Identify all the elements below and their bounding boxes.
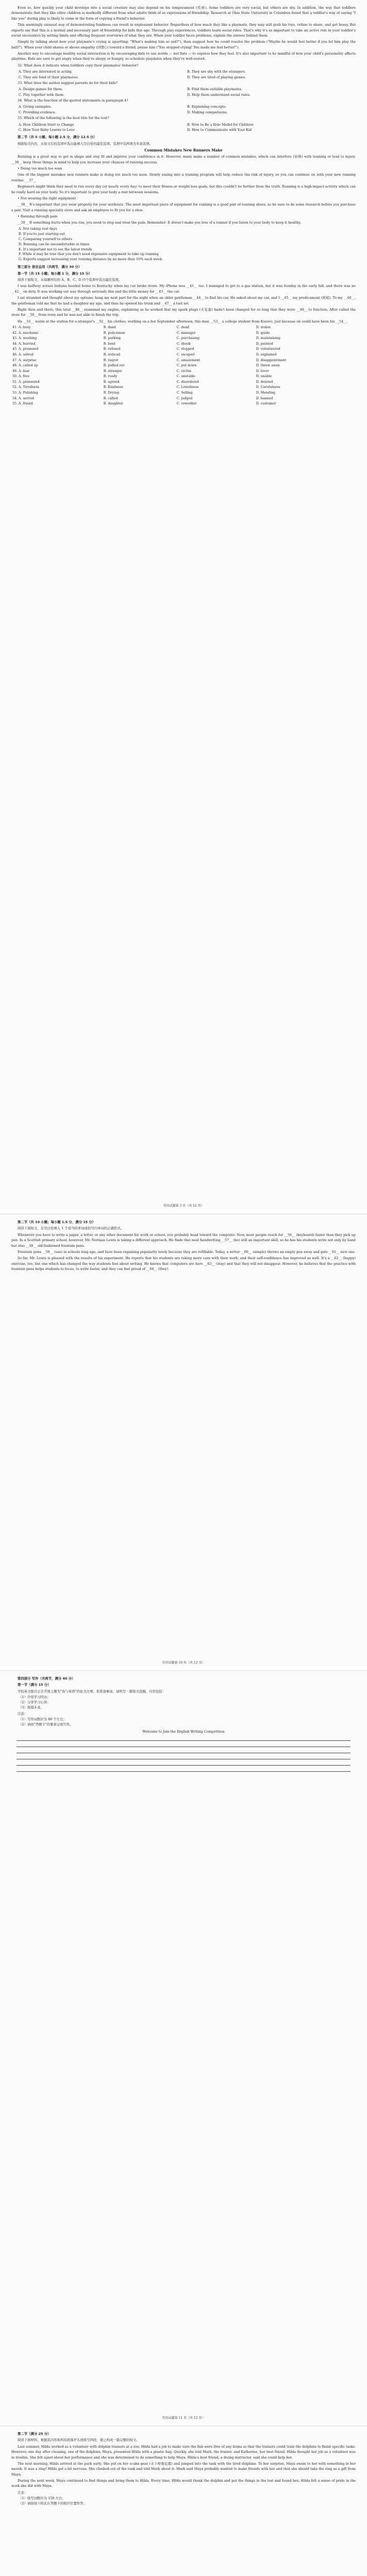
passage-paragraph: __39__ If something hurts when you run, you need to stop and treat the pain. Remember: It doesn't make you less of a runner if you listen to your body to keep it healthy. bbox=[18, 221, 302, 225]
cloze-option[interactable]: C. coworker bbox=[176, 402, 197, 406]
cloze-option[interactable]: B. refused bbox=[103, 347, 121, 351]
option[interactable]: C. Play together with them. bbox=[19, 92, 65, 97]
cloze-option[interactable]: D. disappointment bbox=[256, 358, 287, 362]
cloze-option[interactable]: B. daughter bbox=[103, 402, 123, 406]
writing-prompt: 学校英文报社正在开展主题为"我与英语"的征文比赛。你准备参加，请你写一篇短文投稿，内容包括： bbox=[18, 1689, 166, 1693]
cloze-option-row bbox=[11, 336, 356, 342]
question-stem: 34. What is the function of the quoted statements in paragraph 4? bbox=[18, 98, 128, 103]
cloze-option[interactable]: B. noticed bbox=[103, 352, 121, 357]
cloze-option[interactable]: B. called bbox=[103, 396, 118, 400]
passage-paragraph: Simply by talking about how your playmate's crying is upsetting: "What's making him so sad?"), then suggest how he could resolve the problem ("Maybe he would feel better if you let him play the ball?"). When your child shares or shows empathy (同情心) toward a friend, praise him ("You stopped crying! You made me feel better!"). bbox=[11, 40, 356, 49]
option[interactable]: C. How Your Baby Learns to Love bbox=[19, 127, 75, 132]
passage-paragraph: I was halfway across Indiana headed home to Kentucky when my car broke down. My iPhone was __41__ too. I managed to get to a gas station, but it was Sunday in the early fall, and there was no __42__ on duty. It was working out way through seriously this and the little money for __43__ the car. bbox=[11, 284, 356, 294]
option[interactable]: A. Design games for them. bbox=[19, 87, 63, 92]
option[interactable]: A. They are interested in acting. bbox=[19, 70, 73, 74]
options bbox=[19, 69, 356, 80]
passage-paragraph: Fountain pens __59__ (use) in schools long ago, and have been regaining popularity lately because they are refillable. Today, a writer __60__ (simple) throws an empty pen away and gets __61__ new one. bbox=[18, 1249, 356, 1254]
cloze-option[interactable]: 54. A. served bbox=[12, 396, 34, 400]
section-header: 第二节（满分 25 分） bbox=[18, 2432, 51, 2436]
options bbox=[19, 87, 356, 97]
writing-point: （1）介绍学习经历； bbox=[19, 1695, 51, 1700]
page-footer: 英语试题第 3 页（共 12 页） bbox=[163, 1204, 204, 1208]
cloze-option[interactable]: 44. A. hurried bbox=[12, 342, 36, 346]
cloze-option-row bbox=[11, 352, 356, 358]
cloze-option[interactable]: B. stranger bbox=[103, 369, 122, 373]
cloze-option[interactable]: C. unstable bbox=[176, 375, 195, 379]
choice[interactable]: D. Running can be uncomfortable at times bbox=[19, 242, 90, 246]
passage-paragraph: Even so, how quickly your child develops into a social creature may also depend on his temperament (性格). Some toddlers are very social, but others are shy. In addition, the way that toddlers demonstrate that they like other children is markedly different from what adults think of as expressions of friendship. Research at Ohio State University in Columbus found that a toddler's way of saying "I like you" during play is likely to come in the form of copying a friend's behavior. bbox=[11, 6, 356, 21]
subheading: • Running through pain bbox=[18, 214, 58, 219]
cloze-option-row bbox=[11, 342, 356, 347]
cloze-option[interactable]: B. parking bbox=[103, 336, 121, 341]
cloze-option[interactable]: C. escaped bbox=[176, 352, 195, 357]
option[interactable]: C. Providing evidence. bbox=[19, 110, 56, 114]
option[interactable]: A. Giving examples. bbox=[19, 105, 52, 109]
page-footer: 英语试题第 10 页（共 12 页） bbox=[162, 1661, 205, 1665]
cloze-option[interactable]: D. explained bbox=[256, 352, 277, 357]
exam-page-2 bbox=[0, 1214, 367, 1668]
cloze-option[interactable]: D. volunteered bbox=[256, 347, 280, 351]
cloze-option[interactable]: B. Drying bbox=[103, 391, 120, 395]
subsection-header: 第一节（共 15 小题；每小题 1 分，满分 15 分） bbox=[18, 271, 92, 276]
choice[interactable]: G. Experts suggest increasing your running distance by no more than 10% each week bbox=[19, 257, 162, 262]
cloze-option[interactable]: B. pulled out bbox=[103, 364, 125, 368]
question-stem: 33. What does the author suggest parents do for their kids? bbox=[18, 80, 118, 85]
cloze-option[interactable]: C. stopped bbox=[176, 347, 194, 351]
passage-paragraph: Running is a great way to get in shape and stay fit and improve your confidence in it. However, many make a number of common mistakes, which can interfere (妨碍) with training or lead to injury. __36__ keep these things in mind to help you increase your chances of running success. bbox=[11, 155, 356, 164]
cloze-option[interactable]: C. judged bbox=[176, 396, 193, 400]
cloze-option[interactable]: D. guide bbox=[256, 331, 270, 335]
writing-point: （2）分享学习心得； bbox=[19, 1700, 51, 1705]
writing-points bbox=[19, 1695, 356, 1710]
cloze-option[interactable]: D. unable bbox=[256, 375, 272, 379]
section-header: 第二节（共 5 小题；每小题 2.5 分，满分 12.5 分） bbox=[18, 135, 97, 140]
page-content bbox=[0, 1214, 367, 1276]
cloze-option-row bbox=[11, 325, 356, 331]
choice[interactable]: C. Comparing yourself to others bbox=[19, 236, 72, 241]
exam-page-3 bbox=[0, 1670, 367, 2423]
subheading: • Doing too much too soon bbox=[18, 166, 62, 171]
cloze-option-row bbox=[11, 363, 356, 369]
cloze-option[interactable]: D. Carefulness bbox=[256, 385, 280, 389]
exam-page-1 bbox=[0, 0, 367, 1211]
cloze-option-row bbox=[11, 369, 356, 375]
note-item: （2）请按"答题卡"的要求完成写作。 bbox=[19, 1722, 73, 1727]
question-stem: 32. What does it indicate when toddlers copy their playmates' behavior? bbox=[18, 63, 139, 67]
page-content bbox=[0, 2426, 367, 2510]
notes-heading: 注意： bbox=[18, 2490, 28, 2495]
cloze-option[interactable]: 51. A. pioneered bbox=[12, 380, 40, 384]
cloze-option[interactable]: 43. A. washing bbox=[12, 336, 37, 341]
cloze-option[interactable]: C. purchasing bbox=[176, 336, 200, 341]
option[interactable]: D. They are tired of playing games. bbox=[187, 75, 246, 79]
option[interactable]: C. They are fond of their playmates. bbox=[19, 75, 79, 79]
option[interactable]: B. Find them suitable playmates. bbox=[187, 87, 242, 92]
option[interactable]: B. They are shy with the strangers. bbox=[187, 70, 246, 74]
question-block bbox=[11, 63, 356, 133]
option[interactable]: D. Help them understand social rules. bbox=[187, 92, 251, 97]
cloze-option[interactable]: 55. A. friend bbox=[12, 402, 33, 406]
cloze-option[interactable]: 47. A. surprise bbox=[12, 358, 37, 362]
cloze-option-row bbox=[11, 391, 356, 396]
section-header: 第四部分 写作（共两节，满分 40 分） bbox=[18, 1676, 75, 1681]
cloze-option[interactable]: 48. A. called up bbox=[12, 364, 38, 368]
cloze-option[interactable]: C. Selling bbox=[176, 391, 193, 395]
passage-paragraph: During the next week, Maya continued to find things and bring them to Hilda. Every time, Hilda would thank the dolphin and put the things in the lost and found box. Hilda felt a sense of pride in the work she did with Maya. bbox=[11, 2479, 356, 2488]
passage-paragraph: I sat stranded and thought about my options: hang my next part for the night when an older gentleman __44__ to find his car. He asked about my car, and I __45__ my predicament (困境). To my __46__, the gentleman told me that he had a daughter my age, and then he opened his trunk and __47__ a tool set. bbox=[11, 296, 356, 306]
cloze-option-row bbox=[11, 331, 356, 336]
cloze-option[interactable]: 49. A. fear bbox=[12, 369, 30, 373]
cloze-option[interactable]: D. threw away bbox=[256, 364, 280, 368]
cloze-option[interactable]: 52. A. Tiredness bbox=[12, 385, 39, 389]
note-item: （1）续写词数应为 150 左右； bbox=[19, 2496, 65, 2501]
section-instructions: 阅读下面短文，从每题所给的 A、B、C、D 四个选项中选出最佳选项。 bbox=[18, 278, 122, 282]
answer-choices bbox=[19, 227, 356, 262]
section-instructions: 根据短文内容，从短文后的选项中选出能填入空白处的最佳选项。选项中有两项为多余选项。 bbox=[18, 141, 153, 146]
cloze-option[interactable]: D. pointed bbox=[256, 342, 273, 346]
exam-page-4 bbox=[0, 2426, 367, 2576]
option[interactable]: D. Making comparisons. bbox=[187, 110, 228, 114]
cloze-option[interactable]: D. banned bbox=[256, 396, 273, 400]
section-instructions: 阅读下面材料，根据其内容和所给段落开头语续写两段，使之构成一篇完整的短文。 bbox=[18, 2438, 140, 2443]
cloze-option[interactable]: B. dead bbox=[103, 326, 116, 330]
option[interactable]: B. How to Be a Role Model for Children bbox=[187, 122, 254, 127]
cloze-option-row bbox=[11, 358, 356, 364]
option[interactable]: A. How Children Start to Change bbox=[19, 122, 74, 127]
passage-paragraph: He __51__ warm at the station for a stranger's __52__ his clothes, working on a hot September afternoon, this man __53__ a college student from Kosovo, just because on could have been his __54__. bbox=[18, 319, 348, 324]
cloze-options-table bbox=[11, 325, 356, 407]
cloze-option[interactable]: B. regret bbox=[103, 358, 119, 362]
passage-paragraph: One of the biggest mistakes new runners make is doing too much too soon. Slowly easing into a training program will help reduce the risk of injury, so you can continue on with your new running routine. __37__ bbox=[11, 173, 356, 182]
cloze-option[interactable]: 42. A. mechanic bbox=[12, 331, 39, 335]
cloze-option[interactable]: D. stolen bbox=[256, 326, 271, 330]
cloze-option-row bbox=[11, 380, 356, 385]
passage-paragraph: Right then and there, this total __48__ examined my engine, explaining as he worked that my spark plugs (火花塞) hadn't been changed for so long that they were __49__ to function. After called the store for __50__ from town and he was not able to finish the trip. bbox=[11, 307, 356, 317]
subheading: • Not wearing the right equipment bbox=[18, 196, 76, 200]
passage-paragraph: Whenever you have to write a paper, a letter, or any other document for work or school, you probably head toward the computer. Now, most people reach for __56__ (keyboard) faster than they pick up pen. In a Scottish primary school, however, Mr. Norman Lewis is taking a different approach. He finds that neat handwriting __57__ (be) still an important skill, so he has his students write not only by hand but also __58__ old-fashioned fountain pens. bbox=[11, 1232, 356, 1248]
option[interactable]: D. How to Communicate with Your Kid bbox=[187, 127, 252, 132]
section-header: 第二节（共 10 小题；每小题 1.5 分，满分 15 分） bbox=[18, 1220, 96, 1224]
note-item: （1）写作词数应为 80 个左右； bbox=[19, 1717, 66, 1722]
cloze-option[interactable]: D. Mending bbox=[256, 391, 275, 395]
choice[interactable]: B. If you're just starting out bbox=[19, 231, 65, 236]
question-stem: 35. Which of the following is the best title for the text? bbox=[18, 116, 109, 121]
cloze-option[interactable]: C. victim bbox=[176, 369, 191, 373]
notes-heading: 注意： bbox=[18, 1711, 28, 1716]
passage-paragraph: Beginners might think they need to run every day (or nearly every day) to meet their fitness or weight-loss goals, but this couldn't be further from the truth. Running is a high-impact activity which can be really hard on your body. So it's important to give your body a rest between sessions. bbox=[11, 184, 356, 194]
page-content bbox=[0, 0, 367, 411]
choice[interactable]: F. While it may be true that you don't need expensive equipment to take up running bbox=[19, 252, 159, 257]
cloze-option-row bbox=[11, 347, 356, 352]
section-instructions: 阅读下面短文，在空白处填入 1 个适当的单词或括号内单词的正确形式。 bbox=[18, 1226, 124, 1231]
options bbox=[19, 104, 356, 115]
cloze-option[interactable]: C. amazement bbox=[176, 358, 201, 362]
choice[interactable]: A. Not taking rest days bbox=[19, 226, 57, 231]
cloze-option[interactable]: C. manager bbox=[176, 331, 196, 335]
options bbox=[19, 122, 356, 133]
cloze-option[interactable]: 46. A. solved bbox=[12, 352, 34, 357]
cloze-option[interactable]: 50. A. free bbox=[12, 375, 30, 379]
cloze-option[interactable]: B. ready bbox=[103, 375, 118, 379]
essay-title-line: Welcome to Join the English Writing Competition bbox=[142, 1730, 225, 1734]
passage-paragraph: Last summer, Hilda worked as a volunteer with dolphin trainers at a zoo. Hilda had a job to make sure the fish were free of any items so that the trainers could train the dolphins to finish specific tasks. However, one day after cleaning, one of the dolphins, Maya, presented Hilda with a plastic bag. Quickly, she told Mark, the trainer, and Katherine, her best friend. Hilda thought her job as a volunteer was in trouble. She felt upset about her performance and she was determined to do something to help Maya. Hilda's best friend, a diving instructor, said she could help her. bbox=[11, 2444, 356, 2460]
cloze-option[interactable]: D. maintaining bbox=[256, 336, 280, 341]
cloze-option[interactable]: B. policeman bbox=[103, 331, 125, 335]
cloze-option-row bbox=[11, 385, 356, 391]
cloze-passage bbox=[11, 283, 356, 324]
cloze-option-row bbox=[11, 374, 356, 380]
notes-list bbox=[19, 2496, 356, 2506]
passage bbox=[11, 154, 356, 262]
cloze-option[interactable]: D. deleted bbox=[256, 380, 273, 384]
cloze-option[interactable]: 41. A. busy bbox=[12, 326, 31, 330]
answer-lines[interactable] bbox=[11, 1736, 356, 1772]
notes-list bbox=[19, 1717, 356, 1727]
cloze-option-row bbox=[11, 401, 356, 407]
page-footer: 英语试题第 11 页（共 12 页） bbox=[162, 2416, 205, 2420]
cloze-option[interactable]: C. dead bbox=[176, 326, 189, 330]
cloze-option[interactable]: C. shook bbox=[176, 342, 191, 346]
passage-paragraph: __38__ It's important that you wear properly for your workouts. The most important piece of equipment for running is a good pair of running shoes, so be sure to do some research before you purchase a pair. Visit a running specialty store and ask an employee to fit you for a shoe. bbox=[11, 202, 356, 212]
passage-paragraph: The next morning, Hilda arrived at the park early. She put on her scuba gear (水下呼吸装置) and jumped into the tank with the tired dolphins. To her surprise, Maya swam to her with something in her mouth. It was a ring! Hilda got a bit nervous. She climbed out of the tank and told Mark about it. Mark said Maya probably wanted to make friends with her and that she should take the ring as a gift from Maya. bbox=[11, 2461, 356, 2477]
cloze-option[interactable]: C. disordered bbox=[176, 380, 199, 384]
option[interactable]: B. Explaining concepts. bbox=[187, 105, 227, 109]
cloze-option[interactable]: D. customer bbox=[256, 402, 276, 406]
choice[interactable]: E. It's important not to see the latest trends bbox=[19, 247, 92, 251]
cloze-option[interactable]: C. Loneliness bbox=[176, 385, 199, 389]
note-item: （2）请按如下格式在答题卡的相应位置作答。 bbox=[19, 2501, 87, 2506]
page-content bbox=[0, 1671, 367, 1776]
passage-paragraph: This seemingly unusual way of demonstrating fondness can result in unpleasant behavior. Regardless of how much they like a playmate, they may still grab his toys, refuse to share, and get bossy. But experts say that this is a normal and necessary part of friendship for kids this age. Through play experiences, toddlers learn social rules. That's why it's so important to take an active role in your toddler's social encounters by setting limits and offering frequent overviews of what they are. When your toddler faces problems, explain the answer behind them. bbox=[11, 23, 356, 38]
passage-title: Common Mistakes New Runners Make bbox=[144, 148, 223, 152]
cloze-option[interactable]: B. Kindness bbox=[103, 385, 123, 389]
passage bbox=[11, 5, 356, 62]
cloze-option[interactable]: B. bent bbox=[103, 342, 115, 346]
cloze-option[interactable]: 53. A. Polishing bbox=[12, 391, 38, 395]
subsection-header: 第一节（满分 15 分） bbox=[18, 1683, 51, 1687]
cloze-option[interactable]: 45. A. promised bbox=[12, 347, 39, 351]
section-header: 第三部分 语言运用（共两节，满分 30 分） bbox=[18, 265, 82, 269]
cloze-option-row bbox=[11, 396, 356, 402]
writing-point: （3）展望未来。 bbox=[19, 1705, 44, 1709]
cloze-option[interactable]: D. lover bbox=[256, 369, 269, 373]
cloze-option[interactable]: C. put down bbox=[176, 364, 197, 368]
cloze-option[interactable]: B. agreed bbox=[103, 380, 120, 384]
passage-paragraph: So far, Mr. Lewis is pleased with the results of his experiment. He reports that his students are taking more care with their work, and their self-confidence has improved as well. It's a __62__ (happy) exercise, too, but one which has changed the way students feel about writing. He knows that computers are here __63__ (stay) and that they will not disappear. However, he believes that the practice with fountain pens helps students to focus, to write faster, and they can feel proud of __64__ (they). bbox=[11, 1256, 356, 1271]
passage-paragraph: Another way to encourage healthy social interaction is by encouraging kids to use words — not fists — to express how they feel. It's also important to be mindful of how your child's personality affects playtime. Kids are sure to get angry when they're sleepy or hungry, so schedule playdates when they're well-rested. bbox=[11, 52, 356, 61]
